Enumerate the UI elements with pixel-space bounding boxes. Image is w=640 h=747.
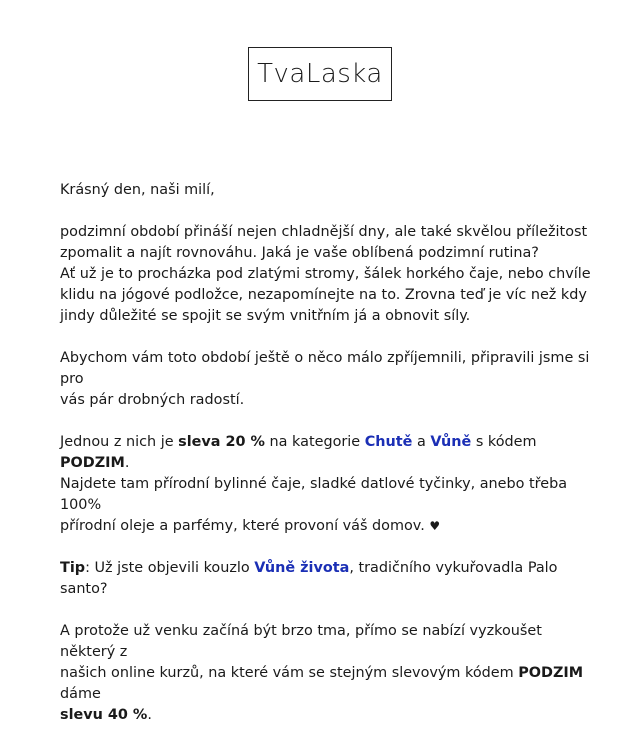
- text: a: [412, 434, 431, 450]
- discount-40: slevu 40 %: [60, 707, 148, 723]
- text: našich online kurzů, na které vám se stejným slevovým kódem: [60, 665, 519, 681]
- tip-label: Tip: [60, 560, 86, 576]
- text: , tradičního vykuřovadla Palo santo?: [60, 560, 558, 597]
- email-body: [60, 180, 600, 747]
- text: s kódem: [471, 434, 537, 450]
- text: Jednou z nich je: [60, 434, 179, 450]
- category-link-chute[interactable]: Chutě: [364, 434, 413, 450]
- text: : Už jste objevili kouzlo: [85, 560, 255, 576]
- product-link-vune-zivota[interactable]: Vůně života: [254, 560, 350, 576]
- text: na kategorie: [264, 434, 365, 450]
- p2-line: vás pár drobných radostí.: [60, 392, 245, 408]
- p3-line: Najdete tam přírodní bylinné čaje, sladké datlové tyčinky, anebo třeba 100%: [60, 476, 568, 513]
- promo-code: PODZIM: [60, 455, 125, 471]
- paragraph-courses: [60, 621, 600, 726]
- category-link-vune[interactable]: Vůně: [430, 434, 472, 450]
- greeting: Krásný den, naši milí,: [60, 182, 215, 198]
- p5-line: A protože už venku začíná být brzo tma, přímo se nabízí vyzkoušet některý z: [60, 623, 542, 660]
- p3-line: přírodní oleje a parfémy, které provoní váš domov.: [60, 518, 425, 534]
- paragraph-discount: [60, 432, 600, 537]
- p1-line: podzimní období přináší nejen chladnější dny, ale také skvělou příležitost: [60, 224, 588, 240]
- p1-line: zpomalit a najít rovnováhu. Jaká je vaše oblíbená podzimní rutina?: [60, 245, 539, 261]
- paragraph-intro: [60, 222, 600, 327]
- text: .: [124, 455, 130, 471]
- text: dáme: [60, 686, 101, 702]
- p1-line: jindy důležité se spojit se svým vnitřním já a obnovit síly.: [60, 308, 471, 324]
- header: [0, 47, 640, 101]
- paragraph-tip: [60, 558, 600, 600]
- text: .: [147, 707, 152, 723]
- discount-20: sleva 20 %: [178, 434, 265, 450]
- p2-line: Abychom vám toto období ještě o něco málo zpříjemnili, připravili jsme si pro: [60, 350, 590, 387]
- p1-line: klidu na jógové podložce, nezapomínejte na to. Zrovna teď je víc než kdy: [60, 287, 587, 303]
- promo-code: PODZIM: [518, 665, 584, 681]
- heart-icon: ♥: [429, 519, 441, 533]
- paragraph-offer-intro: [60, 348, 600, 411]
- p1-line: Ať už je to procházka pod zlatými stromy, šálek horkého čaje, nebo chvíle: [60, 266, 591, 282]
- brand-logo[interactable]: TvaLaska: [248, 47, 392, 101]
